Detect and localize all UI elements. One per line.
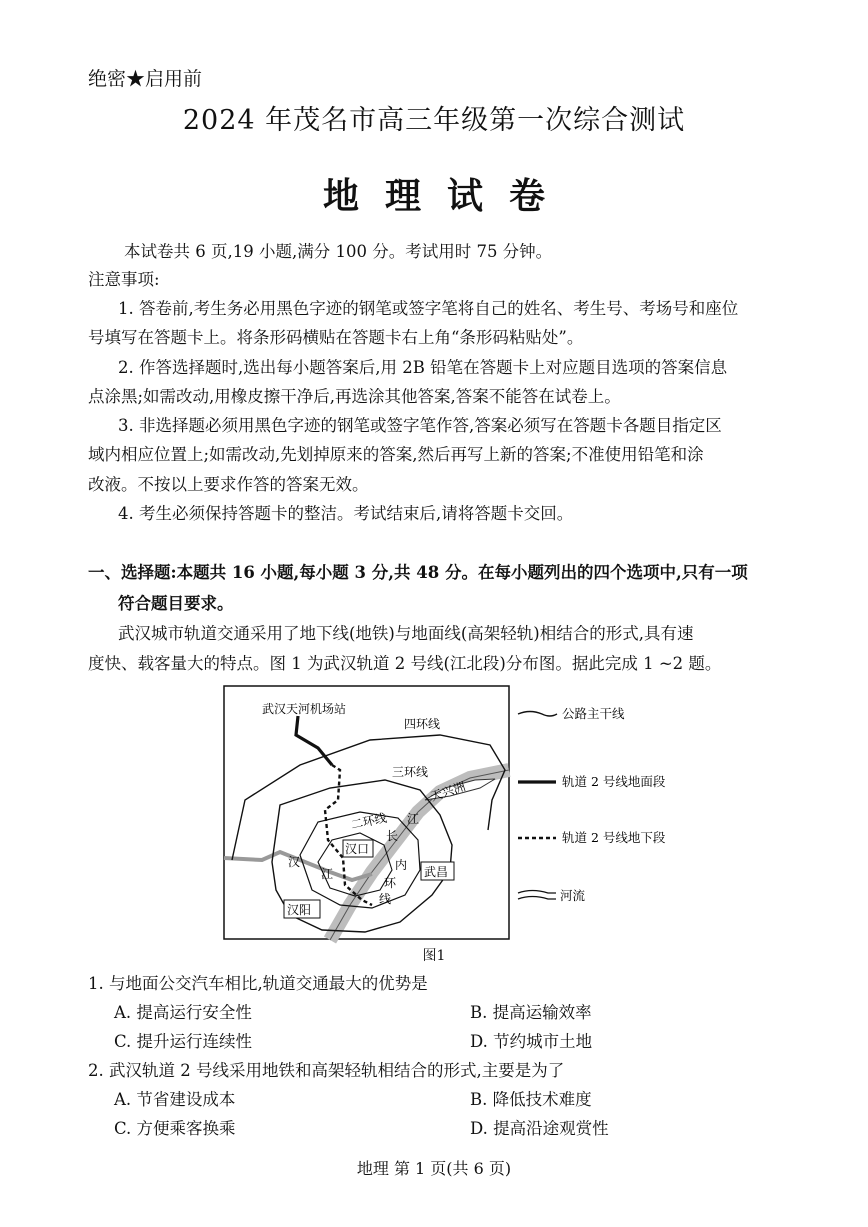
passage-line: 武汉城市轨道交通采用了地下线(地铁)与地面线(高架轻轨)相结合的形式,具有速: [118, 624, 694, 643]
note-line: 1. 答卷前,考生务必用黑色字迹的钢笔或签字笔将自己的姓名、考生号、考场号和座位: [118, 299, 739, 318]
legend-road-swatch: [518, 712, 557, 717]
question-stem: 1. 与地面公交汽车相比,轨道交通最大的优势是: [88, 974, 428, 993]
chang-label: 长: [386, 829, 399, 843]
note-line: 改液。不按以上要求作答的答案无效。: [88, 475, 369, 494]
inner-label: 内: [395, 858, 408, 872]
subject-title: 地理试卷: [322, 175, 571, 217]
wuchang-label: 武昌: [424, 865, 449, 879]
question-option: D. 节约城市土地: [470, 1032, 593, 1051]
figure-caption: 图1: [422, 948, 446, 964]
confidential-mark: 绝密★启用前: [88, 68, 203, 90]
note-line: 域内相应位置上;如需改动,先划掉原来的答案,然后再写上新的答案;不准使用铅笔和涂: [88, 445, 704, 464]
question-option: B. 提高运输效率: [470, 1003, 592, 1022]
question-option: D. 提高沿途观赏性: [470, 1119, 609, 1138]
legend-underground-label: 轨道 2 号线地下段: [562, 830, 666, 845]
passage-line: 度快、载客量大的特点。图 1 为武汉轨道 2 号线(江北段)分布图。据此完成 1 ~2 题。: [88, 654, 722, 673]
question-stem: 2. 武汉轨道 2 号线采用地铁和高架轻轨相结合的形式,主要是为了: [88, 1061, 565, 1080]
hanyang-label: 汉阳: [287, 903, 312, 917]
note-line: 3. 非选择题必须用黑色字迹的钢笔或签字笔作答,答案必须写在答题卡各题目指定区: [118, 416, 722, 435]
jiang2-label: 江: [321, 867, 334, 881]
ring2-label: 二环线: [349, 810, 388, 832]
ring3-label: 三环线: [392, 765, 429, 779]
ring4-label: 四环线: [404, 717, 441, 731]
legend-road-label: 公路主干线: [562, 706, 625, 721]
hankou-label: 汉口: [345, 842, 370, 856]
han-label: 汉: [288, 855, 301, 869]
line2-ground-section: [296, 716, 332, 765]
section-heading: 一、选择题:本题共 16 小题,每小题 3 分,共 48 分。在每小题列出的四个选项中,只有一项: [88, 563, 748, 582]
exam-title: 2024 年茂名市高三年级第一次综合测试: [182, 105, 686, 136]
question-option: A. 提高运行安全性: [114, 1003, 252, 1022]
jiang-label: 江: [407, 812, 420, 826]
legend-river-label: 河流: [560, 888, 586, 903]
legend-ground-label: 轨道 2 号线地面段: [562, 774, 666, 789]
inner2-label: 环: [384, 876, 397, 890]
question-option: C. 提升运行连续性: [114, 1032, 253, 1051]
tianxingzhou-label: 天兴洲: [428, 779, 468, 804]
section-heading-cont: 符合题目要求。: [118, 594, 234, 613]
inner3-label: 线: [379, 892, 392, 906]
note-line: 2. 作答选择题时,选出每小题答案后,用 2B 铅笔在答题卡上对应题目选项的答案信息: [118, 358, 728, 377]
note-line: 4. 考生必须保持答题卡的整洁。考试结束后,请将答题卡交回。: [118, 504, 574, 523]
page-footer: 地理 第 1 页(共 6 页): [356, 1159, 512, 1178]
question-option: B. 降低技术难度: [470, 1090, 592, 1109]
airport-label: 武汉天河机场站: [262, 702, 347, 716]
notes-heading: 注意事项:: [88, 270, 160, 289]
exam-intro: 本试卷共 6 页,19 小题,满分 100 分。考试用时 75 分钟。: [124, 242, 553, 261]
note-line: 点涂黑;如需改动,用橡皮擦干净后,再选涂其他答案,答案不能答在试卷上。: [88, 387, 621, 406]
question-option: A. 节省建设成本: [114, 1090, 236, 1109]
note-line: 号填写在答题卡上。将条形码横贴在答题卡右上角“条形码粘贴处”。: [88, 328, 584, 347]
question-option: C. 方便乘客换乘: [114, 1119, 236, 1138]
legend-river-swatch: [518, 891, 556, 900]
